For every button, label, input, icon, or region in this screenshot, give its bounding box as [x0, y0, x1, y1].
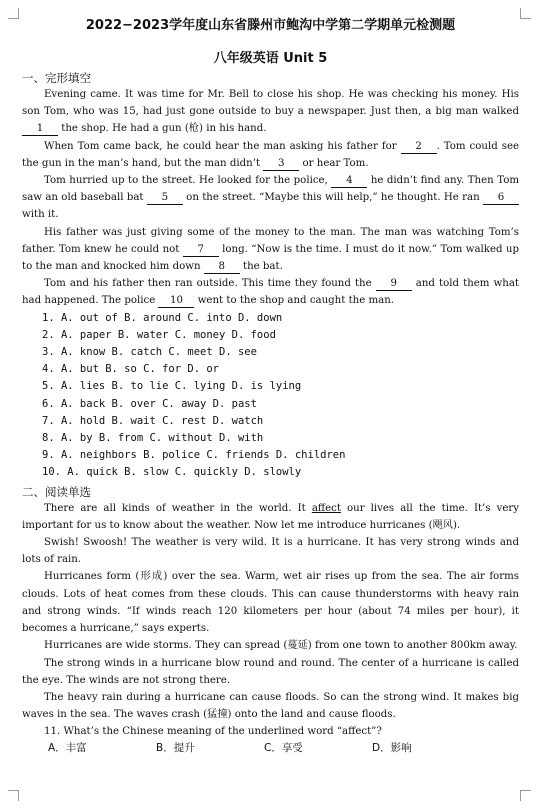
exam-subtitle: 八年级英语 Unit 5 — [213, 51, 328, 66]
cloze-blank-7[interactable]: 7 — [183, 244, 219, 257]
cloze-text: the bat. — [239, 261, 283, 273]
reading-paragraph: Swish! Swoosh! The weather is very wild. It is a hurricane. It has very strong winds and lots of rain. — [22, 537, 519, 566]
cloze-text: on the street. “Maybe this will help,” he thought. He ran — [182, 192, 483, 204]
cloze-blank-9[interactable]: 9 — [376, 278, 412, 291]
corner-mark-bottom-left — [8, 790, 19, 801]
cloze-option-row-4: 4. A. but B. so C. for D. or — [42, 363, 220, 376]
section-cloze-heading: 一、完形填空 — [22, 71, 91, 85]
cloze-paragraph — [22, 275, 519, 309]
underlined-word-affect: affect — [311, 502, 341, 514]
cloze-text: Tom hurried up to the street. He looked for the police, — [44, 175, 332, 187]
section-reading-heading: 二、阅读单选 — [22, 484, 91, 499]
cloze-text: he didn’t find any. Then Tom saw an old baseball bat — [22, 175, 519, 204]
cloze-blank-1[interactable]: 1 — [22, 123, 58, 136]
cloze-blank-2[interactable]: 2 — [401, 141, 437, 154]
cloze-blank-10[interactable]: 10 — [158, 295, 194, 308]
cloze-text: with it. — [22, 209, 59, 221]
reading-paragraph — [22, 500, 519, 534]
cloze-option-row-8: 8. A. by B. from C. without D. with — [42, 432, 264, 445]
cloze-text: His father was just giving some of the money to the man. The man was watching Tom’s father. Tom knew he could not — [22, 226, 519, 255]
cloze-options — [22, 310, 519, 482]
cloze-paragraph — [22, 86, 519, 138]
q11-option-b[interactable]: B．提升 — [156, 742, 195, 755]
question-11-options — [22, 740, 519, 757]
reading-text: There are all kinds of weather in the world. It — [44, 502, 312, 514]
reading-text: our lives all the time. It’s very important for us to know about the weather. Now let me introduce hurricanes (飓风). — [22, 502, 519, 531]
cloze-option-row-1: 1. A. out of B. around C. into D. down — [42, 311, 283, 324]
cloze-text: . Tom could see the gun in the man’s hand, but the man didn’t — [22, 140, 519, 169]
cloze-text: went to the shop and caught the man. — [194, 295, 395, 307]
reading-passage — [22, 534, 519, 723]
cloze-blank-5[interactable]: 5 — [147, 192, 183, 205]
corner-mark-bottom-right — [520, 790, 531, 801]
cloze-text: and told them what had happened. The police — [22, 278, 519, 307]
cloze-option-row-9: 9. A. neighbors B. police C. friends D. children — [42, 449, 346, 462]
cloze-passage — [22, 86, 519, 310]
reading-paragraph: The heavy rain during a hurricane can cause floods. So can the strong wind. It makes big waves in the sea. The waves crash (猛撞) onto the land and cause floods. — [22, 691, 519, 721]
cloze-paragraph — [22, 138, 519, 172]
cloze-option-row-2: 2. A. paper B. water C. money D. food — [42, 328, 276, 341]
cloze-text: Evening came. It was time for Mr. Bell to close his shop. He was checking his money. His son Tom, who was 15, had just gone outside to buy a newspaper. Just then, a big man walked — [22, 89, 519, 118]
corner-mark-top-right — [520, 8, 531, 19]
cloze-text: or hear Tom. — [299, 157, 369, 169]
exam-title: 2022−2023学年度山东省滕州市鲍沟中学第二学期单元检测题 — [85, 18, 456, 33]
reading-paragraph: Hurricanes form (形成) over the sea. Warm, wet air rises up from the sea. The air forms clouds. Lots of heat comes from these clouds. This can cause thunderstorms with heavy rain and strong winds. “If winds reach 120 kilometers per hour (about 74 miles per hour), it becomes a hurricane,” says experts. — [22, 571, 519, 635]
cloze-option-row-5: 5. A. lies B. to lie C. lying D. is lying — [42, 380, 302, 393]
corner-mark-top-left — [8, 8, 19, 19]
q11-option-c[interactable]: C．享受 — [264, 742, 303, 755]
cloze-option-row-6: 6. A. back B. over C. away D. past — [42, 397, 257, 410]
cloze-text: the shop. He had a gun (枪) in his hand. — [58, 123, 267, 135]
cloze-option-row-3: 3. A. know B. catch C. meet D. see — [42, 346, 257, 359]
question-11: 11. What’s the Chinese meaning of the underlined word “affect”? — [44, 726, 382, 738]
cloze-paragraph — [22, 172, 519, 224]
cloze-paragraph — [22, 224, 519, 276]
cloze-blank-8[interactable]: 8 — [204, 261, 240, 274]
reading-paragraph: Hurricanes are wide storms. They can spread (蔓延) from one town to another 800km away. — [44, 640, 518, 652]
q11-option-d[interactable]: D．影响 — [372, 742, 412, 755]
cloze-blank-3[interactable]: 3 — [263, 158, 299, 171]
cloze-blank-6[interactable]: 6 — [483, 192, 519, 205]
exam-page — [22, 10, 519, 757]
q11-option-a[interactable]: A．丰富 — [48, 742, 87, 755]
cloze-text: Tom and his father then ran outside. This time they found the — [44, 278, 376, 290]
cloze-text: long. “Now is the time. I must do it now.” Tom walked up to the man and knocked him down — [22, 243, 519, 273]
reading-paragraph: The strong winds in a hurricane blow round and round. The center of a hurricane is called the eye. The winds are not strong there. — [22, 657, 519, 686]
cloze-option-row-10: 10. A. quick B. slow C. quickly D. slowly — [42, 466, 302, 479]
cloze-text: When Tom came back, he could hear the man asking his father for — [44, 140, 401, 152]
cloze-blank-4[interactable]: 4 — [331, 175, 367, 188]
cloze-option-row-7: 7. A. hold B. wait C. rest D. watch — [42, 414, 264, 427]
